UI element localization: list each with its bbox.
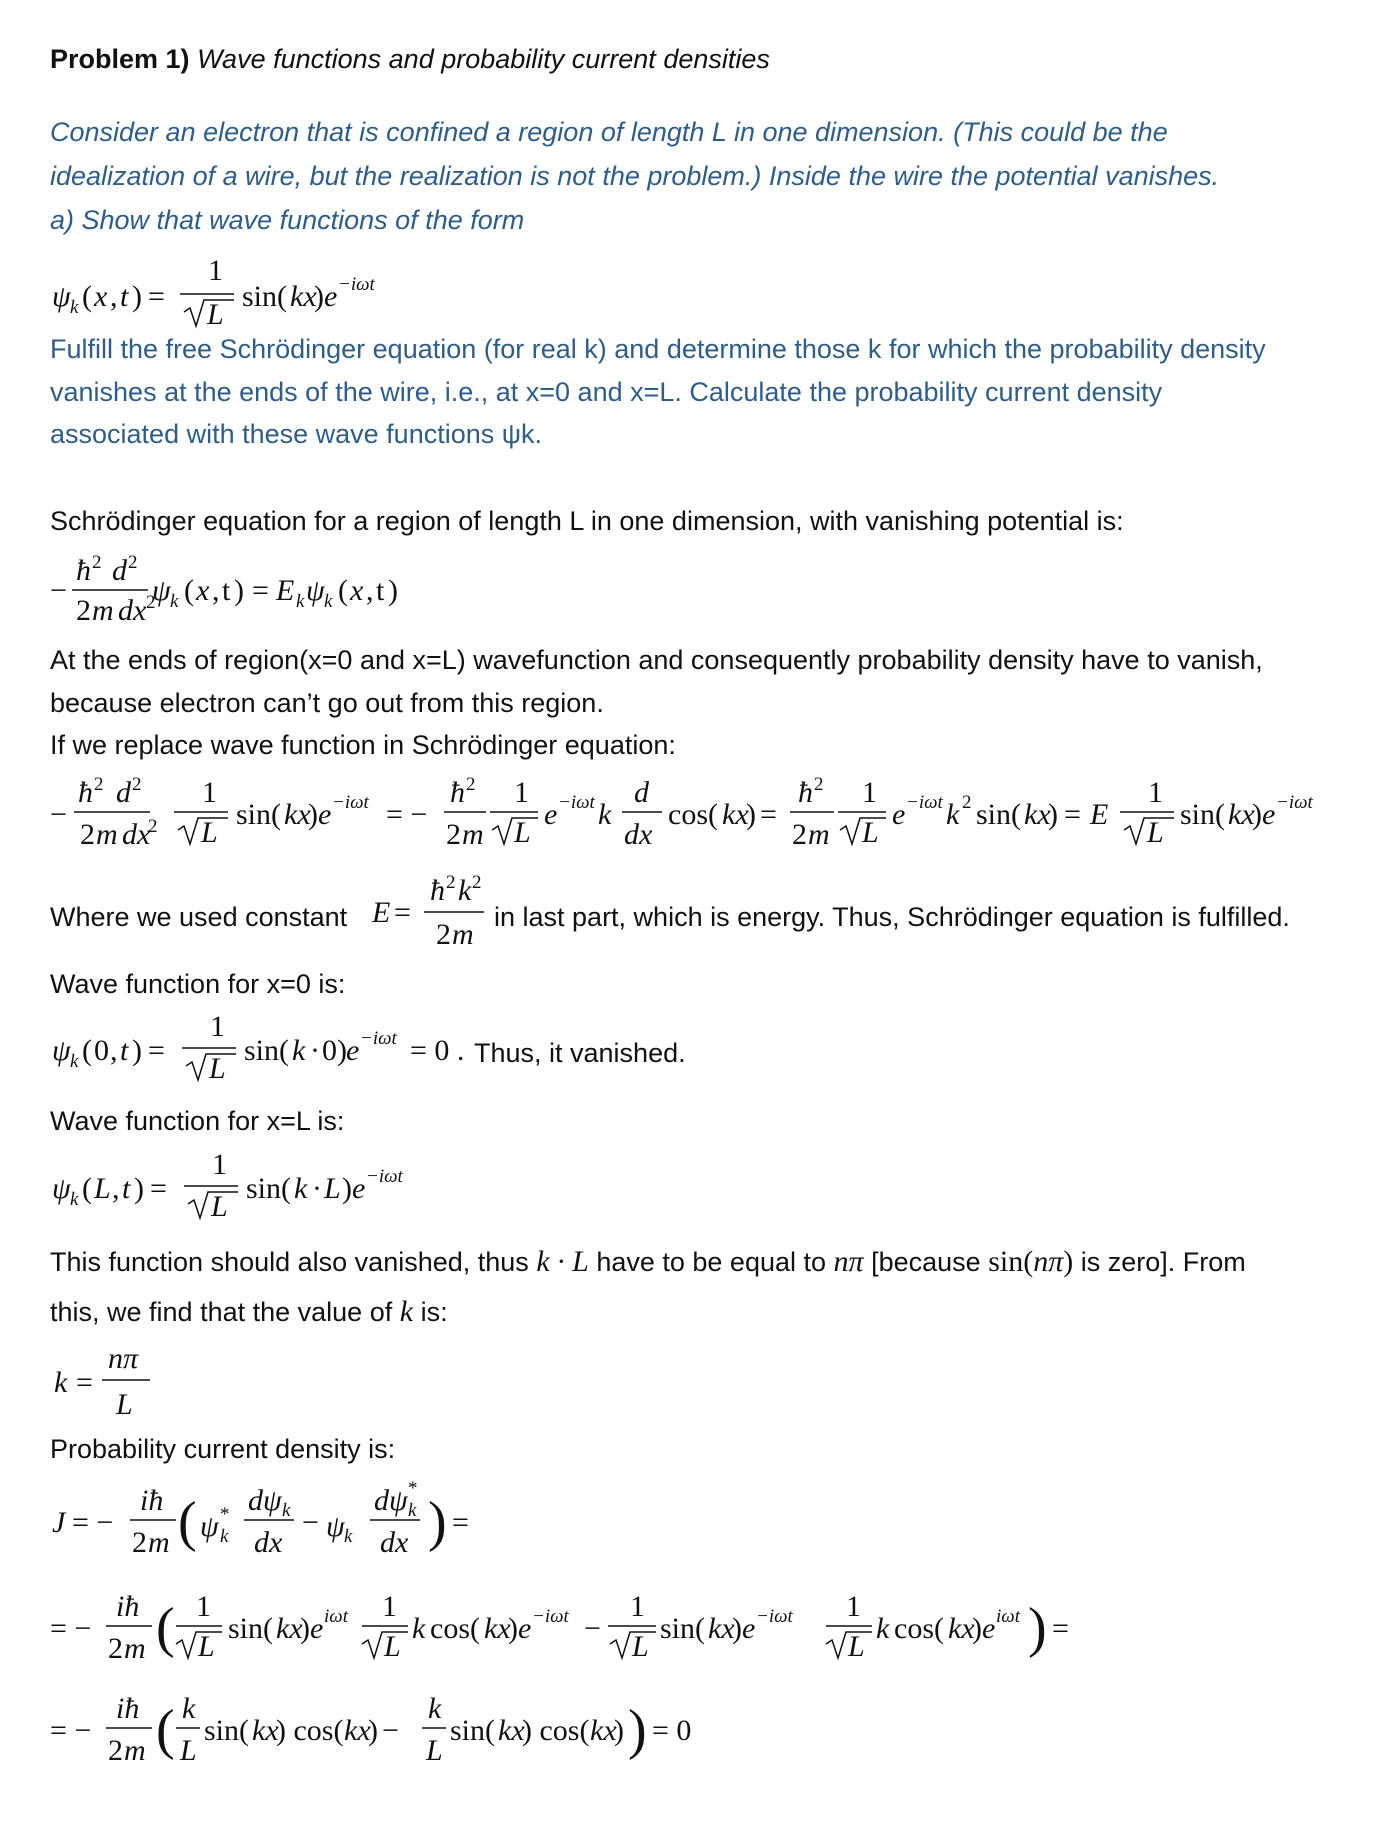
- svg-text:2: 2: [148, 816, 158, 837]
- svg-text:=: =: [150, 1172, 167, 1205]
- svg-text:nπ: nπ: [108, 1342, 139, 1375]
- task-line-1: Fulfill the free Schrödinger equation (for real k) and determine those k for which the probability density: [50, 334, 1266, 364]
- current-label: Probability current density is:: [50, 1434, 396, 1464]
- svg-text:(: (: [156, 1699, 175, 1761]
- svg-text:,: ,: [112, 1172, 120, 1205]
- svg-text:*: *: [220, 1504, 230, 1525]
- svg-text:·: ·: [310, 1034, 320, 1067]
- svg-text:(: (: [178, 1491, 197, 1553]
- svg-text:−iωt: −iωt: [332, 792, 369, 813]
- svg-text:kx: kx: [484, 1612, 511, 1645]
- vanish-text-e: this, we find that the value of: [50, 1297, 393, 1327]
- svg-text:L: L: [324, 1172, 341, 1205]
- svg-text:(: (: [82, 280, 92, 313]
- svg-text:sin(: sin(: [204, 1714, 249, 1747]
- equation-current-result: [0, 1684, 760, 1784]
- svg-text:k: k: [876, 1612, 890, 1645]
- svg-text:,: ,: [110, 1034, 118, 1067]
- svg-text:= 0 .: = 0 .: [410, 1034, 465, 1067]
- vanish-text-f: is:: [420, 1297, 448, 1327]
- svg-text:iωt: iωt: [996, 1606, 1020, 1627]
- svg-text:x: x: [196, 574, 210, 607]
- svg-text:e: e: [318, 798, 332, 831]
- svg-text:x: x: [94, 280, 108, 313]
- svg-text:ψ: ψ: [52, 1034, 71, 1067]
- svg-text:L: L: [514, 816, 531, 849]
- svg-text:−iωt: −iωt: [338, 274, 375, 295]
- svg-text:): ): [314, 280, 324, 313]
- svg-text:dψ: dψ: [374, 1484, 408, 1517]
- svg-text:k: k: [946, 798, 960, 831]
- svg-text:kx: kx: [290, 280, 317, 313]
- svg-text:kx: kx: [276, 1612, 303, 1645]
- vanish-text-d: is zero]. From: [1080, 1247, 1246, 1277]
- svg-text:): ): [1028, 1597, 1047, 1659]
- energy-post-text: in last part, which is energy. Thus, Schrödinger equation is fulfilled.: [494, 902, 1290, 932]
- svg-text:L: L: [198, 1630, 215, 1663]
- svg-text:,: ,: [212, 574, 220, 607]
- math-kL: k · L: [536, 1245, 589, 1278]
- svg-text:m: m: [452, 918, 474, 951]
- svg-text:e: e: [742, 1612, 756, 1645]
- svg-text:J: J: [52, 1506, 66, 1539]
- svg-text:m: m: [462, 818, 484, 851]
- svg-text:−iωt: −iωt: [906, 792, 943, 813]
- svg-text:iωt: iωt: [324, 1606, 348, 1627]
- svg-text:ψ: ψ: [52, 1172, 71, 1205]
- svg-text:): ): [972, 1612, 982, 1645]
- svg-text:1: 1: [382, 1590, 397, 1623]
- ends-line-2: because electron can’t go out from this region.: [50, 688, 604, 718]
- problem-heading: [50, 38, 770, 81]
- svg-text:): ): [388, 574, 398, 607]
- svg-text:2: 2: [792, 818, 807, 851]
- vanish-line-2: [50, 1290, 448, 1334]
- vanish-line-1: [50, 1240, 1246, 1284]
- svg-text:dx: dx: [254, 1526, 283, 1559]
- svg-text:sin(: sin(: [1180, 798, 1225, 831]
- svg-text:): ): [308, 798, 318, 831]
- svg-text:=: =: [148, 280, 165, 313]
- svg-text:e: e: [1262, 798, 1276, 831]
- svg-text:ψ: ψ: [52, 280, 71, 313]
- svg-text:=: =: [76, 1366, 93, 1399]
- svg-text:2: 2: [76, 594, 91, 627]
- svg-text:= −: = −: [386, 798, 428, 831]
- svg-text:sin(: sin(: [244, 1034, 289, 1067]
- svg-text:,: ,: [366, 574, 374, 607]
- svg-text:= −: = −: [50, 1714, 92, 1747]
- svg-text:): ): [508, 1612, 518, 1645]
- svg-text:= −: = −: [50, 1612, 92, 1645]
- svg-text:= 0: = 0: [652, 1714, 692, 1747]
- statement-line-1: Consider an electron that is confined a region of length L in one dimension. (This could be the: [50, 117, 1168, 147]
- statement-line-2: idealization of a wire, but the realization is not the problem.) Inside the wire the potential vanishes.: [50, 161, 1220, 191]
- svg-text:L: L: [116, 1388, 133, 1421]
- svg-text:iħ: iħ: [116, 1692, 140, 1725]
- svg-text:e: e: [310, 1612, 324, 1645]
- svg-text:kx: kx: [590, 1714, 617, 1747]
- svg-text:= −: = −: [72, 1506, 114, 1539]
- svg-text:L: L: [862, 816, 879, 849]
- svg-text:) cos(: ) cos(: [522, 1714, 590, 1747]
- svg-text:m: m: [92, 594, 114, 627]
- svg-text:ħ: ħ: [450, 776, 465, 809]
- svg-text:2: 2: [132, 1526, 147, 1559]
- svg-text:): ): [368, 1714, 378, 1747]
- energy-pre-text: Where we used constant: [50, 902, 348, 932]
- equation-schrodinger: [0, 548, 520, 638]
- svg-text:ħ: ħ: [430, 874, 445, 907]
- svg-text:1: 1: [212, 1148, 227, 1181]
- svg-text:kx: kx: [252, 1714, 279, 1747]
- svg-text:−iωt: −iωt: [558, 792, 595, 813]
- svg-text:L: L: [1147, 816, 1164, 849]
- svg-text:(: (: [82, 1172, 92, 1205]
- svg-text:sin(: sin(: [246, 1172, 291, 1205]
- svg-text:E: E: [276, 574, 295, 607]
- svg-text:k: k: [296, 591, 305, 612]
- svg-text:1: 1: [514, 776, 529, 809]
- task-line-2: vanishes at the ends of the wire, i.e., at x=0 and x=L. Calculate the probability current density: [50, 377, 1163, 407]
- problem-label: Problem 1): [50, 44, 190, 74]
- svg-text:(: (: [338, 574, 348, 607]
- svg-text:k: k: [170, 591, 179, 612]
- vanish-text-c: [because: [871, 1247, 981, 1277]
- equation-current-expanded: [0, 1582, 1100, 1682]
- svg-text:d: d: [634, 776, 649, 809]
- svg-text:sin(: sin(: [242, 280, 287, 313]
- svg-text:): ): [342, 1172, 352, 1205]
- svg-text:sin(: sin(: [660, 1612, 705, 1645]
- svg-text:x: x: [350, 574, 364, 607]
- svg-text:2: 2: [92, 552, 102, 573]
- svg-text:m: m: [148, 1526, 170, 1559]
- svg-text:m: m: [124, 1632, 146, 1665]
- svg-text:−iωt: −iωt: [360, 1028, 397, 1049]
- statement-line-3: a) Show that wave functions of the form: [50, 205, 525, 235]
- svg-text:k: k: [598, 798, 612, 831]
- svg-text:): ): [300, 1612, 310, 1645]
- svg-text:): ): [1048, 798, 1058, 831]
- svg-text:1: 1: [846, 1590, 861, 1623]
- svg-text:2: 2: [108, 1632, 123, 1665]
- svg-text:): ): [428, 1491, 447, 1553]
- solution-intro: Schrödinger equation for a region of length L in one dimension, with vanishing potential is:: [50, 506, 1124, 536]
- svg-text:m: m: [808, 818, 830, 851]
- svg-text:kx: kx: [708, 1612, 735, 1645]
- svg-text:): ): [1252, 798, 1262, 831]
- svg-text:−: −: [50, 798, 67, 831]
- svg-text:(: (: [156, 1597, 175, 1659]
- svg-text:ħ: ħ: [76, 554, 91, 587]
- svg-text:2: 2: [128, 552, 138, 573]
- svg-text:e: e: [892, 798, 906, 831]
- task-line-3: associated with these wave functions ψk.: [50, 419, 542, 449]
- svg-text:−: −: [50, 574, 67, 607]
- svg-text:): ): [746, 798, 756, 831]
- svg-text:2: 2: [94, 774, 104, 795]
- svg-text:dx: dx: [380, 1526, 409, 1559]
- vanish-text-a: This function should also vanished, thus: [50, 1247, 529, 1277]
- svg-text:L: L: [848, 1630, 865, 1663]
- svg-text:): ): [614, 1714, 624, 1747]
- equation-current-definition: [0, 1476, 520, 1576]
- svg-text:2: 2: [814, 774, 824, 795]
- svg-text:1: 1: [208, 254, 223, 287]
- svg-text:t: t: [376, 574, 385, 607]
- svg-text:2: 2: [108, 1734, 123, 1767]
- xL-label: Wave function for x=L is:: [50, 1106, 345, 1136]
- svg-text:2: 2: [472, 872, 482, 893]
- svg-text:−iωt: −iωt: [366, 1166, 403, 1187]
- equation-substitution: [0, 772, 1360, 868]
- svg-text:1: 1: [1148, 776, 1163, 809]
- svg-text:cos(: cos(: [668, 798, 718, 831]
- svg-text:=: =: [148, 1034, 165, 1067]
- svg-text:2: 2: [466, 774, 476, 795]
- svg-text:L: L: [207, 298, 224, 331]
- replace-line: If we replace wave function in Schrödinger equation:: [50, 730, 676, 760]
- svg-text:t: t: [120, 1034, 129, 1067]
- math-k: k: [399, 1295, 414, 1328]
- svg-text:k: k: [412, 1612, 426, 1645]
- svg-text:d: d: [112, 554, 127, 587]
- svg-text:k: k: [54, 1366, 68, 1399]
- svg-text:k: k: [70, 1051, 79, 1072]
- svg-text:cos(: cos(: [430, 1612, 480, 1645]
- svg-text:e: e: [352, 1172, 366, 1205]
- svg-text:(: (: [82, 1034, 92, 1067]
- svg-text:cos(: cos(: [894, 1612, 944, 1645]
- svg-text:=: =: [1064, 798, 1081, 831]
- problem-title: Wave functions and probability current densities: [197, 44, 770, 74]
- svg-text:ψ: ψ: [152, 574, 171, 607]
- svg-text:sin(: sin(: [228, 1612, 273, 1645]
- vanish-text-b: have to be equal to: [596, 1247, 827, 1277]
- svg-text:2: 2: [436, 918, 451, 951]
- ends-line-1: At the ends of region(x=0 and x=L) wavefunction and consequently probability density have to vanish,: [50, 645, 1263, 675]
- svg-text:sin(: sin(: [450, 1714, 495, 1747]
- svg-text:1: 1: [196, 1590, 211, 1623]
- svg-text:e: e: [346, 1034, 360, 1067]
- svg-text:,: ,: [110, 280, 118, 313]
- svg-text:e: e: [518, 1612, 532, 1645]
- equation-given-wavefunction: [0, 256, 460, 336]
- svg-text:2: 2: [446, 872, 456, 893]
- svg-text:L: L: [211, 1190, 228, 1223]
- svg-text:): ): [134, 1172, 144, 1205]
- svg-text:k: k: [292, 1034, 306, 1067]
- svg-text:L: L: [209, 1052, 226, 1085]
- svg-text:ħ: ħ: [798, 776, 813, 809]
- equation-x0: [0, 1008, 520, 1098]
- svg-text:iħ: iħ: [140, 1484, 164, 1517]
- svg-text:d: d: [116, 776, 131, 809]
- svg-text:kx: kx: [498, 1714, 525, 1747]
- svg-text:−: −: [584, 1612, 601, 1645]
- svg-text:L: L: [426, 1734, 443, 1767]
- svg-text:dx: dx: [624, 818, 653, 851]
- svg-text:L: L: [632, 1630, 649, 1663]
- svg-text:k: k: [458, 874, 472, 907]
- svg-text:L: L: [180, 1734, 197, 1767]
- svg-text:2: 2: [132, 774, 142, 795]
- svg-text:E: E: [372, 896, 391, 929]
- equation-xL: [0, 1146, 480, 1236]
- svg-text:) cos(: ) cos(: [276, 1714, 344, 1747]
- svg-text:(: (: [184, 574, 194, 607]
- svg-text:0): 0): [322, 1034, 347, 1067]
- svg-text:ψ: ψ: [200, 1510, 219, 1543]
- svg-text:1: 1: [202, 776, 217, 809]
- svg-text:t: t: [222, 574, 231, 607]
- svg-text:k: k: [70, 1189, 79, 1210]
- svg-text:k: k: [428, 1692, 442, 1725]
- svg-text:e: e: [982, 1612, 996, 1645]
- svg-text:L: L: [201, 816, 218, 849]
- svg-text:): ): [732, 1612, 742, 1645]
- svg-text:kx: kx: [1228, 798, 1255, 831]
- svg-text:=: =: [452, 1506, 469, 1539]
- svg-text:dx: dx: [122, 818, 151, 851]
- equation-energy: [0, 872, 500, 962]
- svg-text:−iωt: −iωt: [1276, 792, 1313, 813]
- svg-text:ψ: ψ: [306, 574, 325, 607]
- svg-text:e: e: [544, 798, 558, 831]
- math-sin-npi: sin(nπ): [988, 1245, 1074, 1278]
- svg-text:L: L: [384, 1630, 401, 1663]
- svg-text:1: 1: [210, 1010, 225, 1043]
- svg-text:kx: kx: [722, 798, 749, 831]
- svg-text:ħ: ħ: [78, 776, 93, 809]
- svg-text:L: L: [94, 1172, 111, 1205]
- svg-text:kx: kx: [948, 1612, 975, 1645]
- svg-text:k: k: [408, 1500, 417, 1521]
- x0-label: Wave function for x=0 is:: [50, 969, 346, 999]
- svg-text:dx: dx: [118, 594, 147, 627]
- svg-text:=: =: [252, 574, 269, 607]
- svg-text:sin(: sin(: [236, 798, 281, 831]
- svg-text:1: 1: [862, 776, 877, 809]
- svg-text:−iωt: −iωt: [756, 1606, 793, 1627]
- svg-text:k: k: [294, 1172, 308, 1205]
- svg-text:=: =: [394, 896, 411, 929]
- svg-text:k: k: [344, 1526, 353, 1547]
- svg-text:t: t: [120, 280, 129, 313]
- svg-text:m: m: [124, 1734, 146, 1767]
- svg-text:k: k: [70, 297, 79, 318]
- svg-text:k: k: [282, 1500, 291, 1521]
- svg-text:kx: kx: [284, 798, 311, 831]
- svg-text:k: k: [220, 1526, 229, 1547]
- svg-text:−: −: [382, 1714, 399, 1747]
- svg-text:iħ: iħ: [116, 1590, 140, 1623]
- svg-text:ψ: ψ: [326, 1510, 345, 1543]
- svg-text:e: e: [324, 280, 338, 313]
- equation-k-value: [0, 1340, 200, 1430]
- svg-text:*: *: [408, 1478, 418, 1499]
- svg-text:2: 2: [80, 818, 95, 851]
- svg-text:1: 1: [630, 1590, 645, 1623]
- svg-text:): ): [132, 280, 142, 313]
- svg-text:sin(: sin(: [976, 798, 1021, 831]
- math-npi: nπ: [833, 1245, 864, 1278]
- svg-text:dψ: dψ: [248, 1484, 282, 1517]
- svg-text:t: t: [122, 1172, 131, 1205]
- svg-text:=: =: [1052, 1612, 1069, 1645]
- x0-result: Thus, it vanished.: [474, 1038, 686, 1068]
- svg-text:−: −: [302, 1506, 319, 1539]
- svg-text:2: 2: [962, 792, 972, 813]
- svg-text:2: 2: [446, 818, 461, 851]
- svg-text:k: k: [324, 591, 333, 612]
- svg-text:m: m: [96, 818, 118, 851]
- svg-text:·: ·: [312, 1172, 322, 1205]
- svg-text:): ): [234, 574, 244, 607]
- svg-text:kx: kx: [344, 1714, 371, 1747]
- svg-text:2: 2: [146, 592, 156, 613]
- svg-text:=: =: [760, 798, 777, 831]
- svg-text:): ): [132, 1034, 142, 1067]
- svg-text:−iωt: −iωt: [532, 1606, 569, 1627]
- svg-text:k: k: [182, 1692, 196, 1725]
- svg-text:kx: kx: [1024, 798, 1051, 831]
- svg-text:0: 0: [94, 1034, 109, 1067]
- svg-text:): ): [628, 1699, 647, 1761]
- svg-text:E: E: [1090, 798, 1109, 831]
